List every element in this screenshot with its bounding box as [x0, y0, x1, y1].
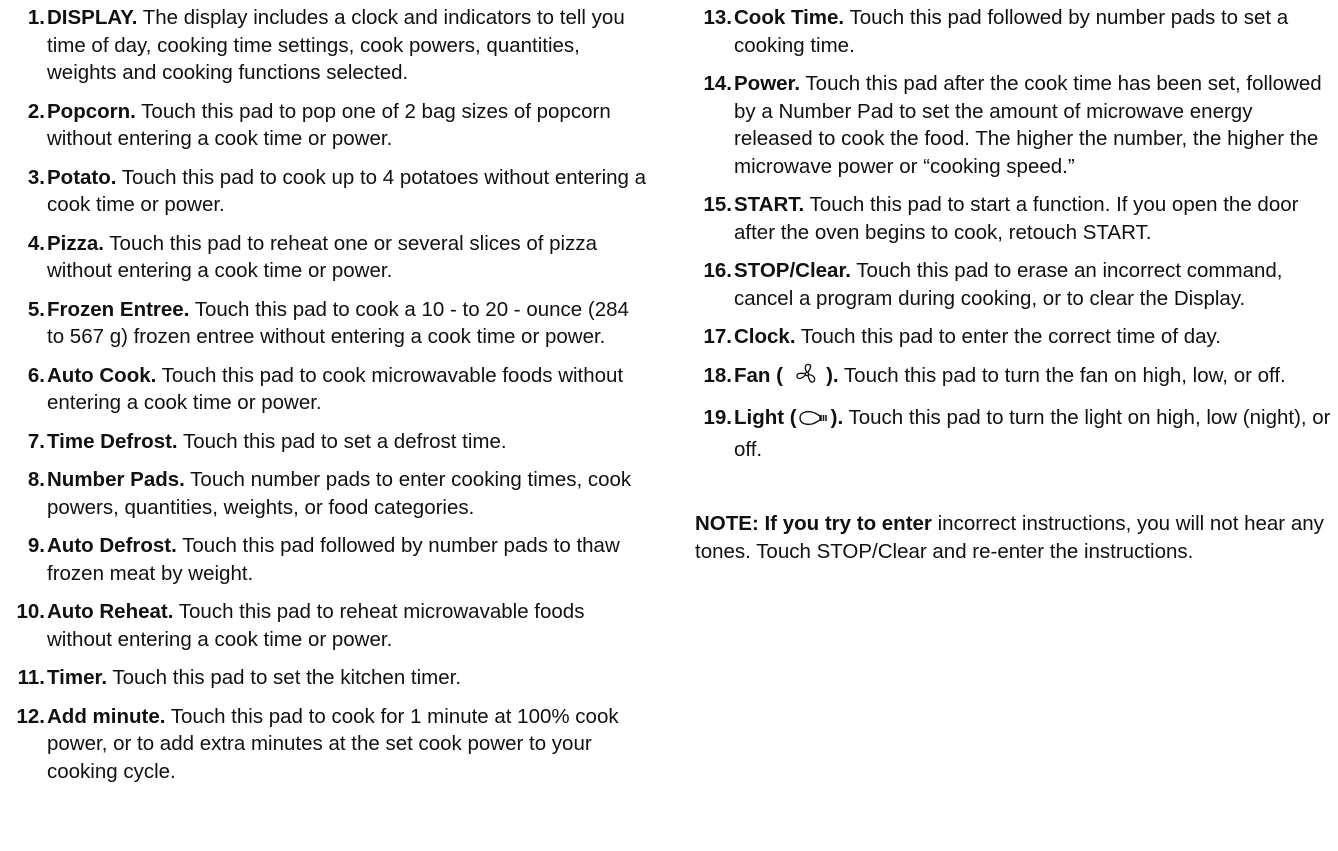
- item-title-light: Light ( ).: [734, 406, 843, 429]
- item-text: Touch this pad to enter the correct time of day.: [795, 325, 1221, 348]
- list-item: [8, 296, 648, 351]
- right-item-list: [695, 4, 1335, 351]
- list-item: [8, 164, 648, 219]
- item-title: STOP/Clear.: [734, 259, 851, 282]
- item-number: 15.: [703, 193, 732, 216]
- right-column: [695, 4, 1335, 565]
- item-title: Potato.: [47, 165, 117, 189]
- item-number: 16.: [703, 259, 732, 282]
- item-number: 13.: [703, 6, 732, 29]
- item-number: 6.: [27, 363, 45, 387]
- list-item-light: [695, 404, 1335, 463]
- list-item: [8, 4, 648, 87]
- list-item: [8, 664, 648, 692]
- item-text: Touch this pad to pop one of 2 bag sizes of popcorn without entering a cook time or power.: [47, 99, 611, 150]
- list-item: [695, 323, 1335, 351]
- item-text: The display includes a clock and indicators to tell you time of day, cooking time settings, cook powers, quantities, weights and cooking functions selected.: [47, 6, 625, 84]
- item-number: 19.: [703, 406, 732, 429]
- item-text: Touch this pad to start a function. If you open the door after the oven begins to cook, retouch START.: [734, 193, 1299, 244]
- item-number: 2.: [27, 99, 45, 123]
- fan-icon: [794, 362, 820, 394]
- item-title: Add minute.: [47, 704, 166, 728]
- item-title: Auto Defrost.: [47, 534, 177, 557]
- item-title: START.: [734, 193, 805, 216]
- item-text: Touch this pad to erase an incorrect command, cancel a program during cooking, or to clear the Display.: [734, 259, 1283, 310]
- item-number: 11.: [17, 666, 45, 689]
- item-title: Timer.: [47, 666, 108, 689]
- list-item: [695, 257, 1335, 312]
- item-title: Clock.: [734, 325, 796, 348]
- item-text: Touch this pad followed by number pads to thaw frozen meat by weight.: [47, 534, 620, 585]
- item-text: Touch this pad to set a defrost time.: [177, 429, 507, 453]
- item-text: Touch this pad to reheat microwavable foods without entering a cook time or power.: [47, 600, 585, 651]
- list-item: [8, 362, 648, 417]
- item-number: 7.: [27, 429, 45, 453]
- item-number: 4.: [27, 231, 45, 255]
- item-title: Auto Cook.: [47, 363, 157, 387]
- list-item: [8, 466, 648, 521]
- item-text: Touch this pad to set the kitchen timer.: [107, 666, 462, 689]
- list-item-fan: [695, 362, 1335, 394]
- list-item: [8, 98, 648, 153]
- item-number: 10.: [16, 600, 45, 623]
- list-item: [695, 4, 1335, 59]
- item-number: 9.: [27, 534, 45, 557]
- item-title: Pizza.: [47, 231, 104, 255]
- list-item: [695, 70, 1335, 180]
- item-text: Touch this pad to cook microwavable foods without entering a cook time or power.: [47, 363, 624, 414]
- list-item: [8, 598, 648, 653]
- item-number: 5.: [27, 297, 45, 321]
- item-number: 8.: [27, 468, 45, 491]
- item-number: 1.: [27, 6, 45, 29]
- item-title: Frozen Entree.: [47, 297, 190, 321]
- item-number: 14.: [703, 72, 732, 95]
- item-text: Touch this pad to turn the fan on high, low, or off.: [838, 363, 1286, 387]
- item-number: 3.: [27, 165, 45, 189]
- item-title: Cook Time.: [734, 6, 845, 29]
- item-text: Touch number pads to enter cooking times, cook powers, quantities, weights, or food categories.: [47, 468, 632, 519]
- item-text: Touch this pad to reheat one or several slices of pizza without entering a cook time or power.: [47, 231, 598, 282]
- item-text: Touch this pad to turn the light on high, low (night), or off.: [734, 406, 1331, 461]
- note-label: NOTE:: [695, 512, 759, 535]
- item-title: DISPLAY.: [47, 6, 138, 29]
- note-paragraph: [695, 510, 1330, 565]
- item-number: 18.: [703, 363, 732, 387]
- list-item: [8, 532, 648, 587]
- left-column: [8, 4, 648, 796]
- item-text: Touch this pad to cook for 1 minute at 100% cook power, or to add extra minutes at the set cook power to your cooking cycle.: [47, 704, 619, 783]
- item-title: Number Pads.: [47, 468, 185, 491]
- item-number: 17.: [703, 325, 732, 348]
- item-title: Popcorn.: [47, 99, 136, 123]
- item-title: Auto Reheat.: [47, 600, 174, 623]
- item-title: Time Defrost.: [47, 429, 178, 453]
- item-title-fan: Fan ( ).: [734, 364, 839, 387]
- item-text: Touch this pad to cook up to 4 potatoes without entering a cook time or power.: [47, 165, 647, 216]
- item-text: Touch this pad after the cook time has been set, followed by a Number Pad to set the amount of microwave energy released to cook the food. The higher the number, the higher the microwave power or “cooking speed.”: [734, 72, 1322, 178]
- item-text: Touch this pad followed by number pads to set a cooking time.: [734, 6, 1289, 57]
- list-item: [8, 703, 648, 786]
- item-number: 12.: [16, 704, 45, 728]
- note-bold-lead: If you try to enter: [758, 512, 932, 535]
- note-text: incorrect instructions, you will not hear any tones. Touch STOP/Clear and re-enter the instructions.: [695, 512, 1324, 563]
- item-title: Power.: [734, 72, 801, 95]
- list-item: [695, 191, 1335, 246]
- item-text: Touch this pad to cook a 10 - to 20 - ounce (284 to 567 g) frozen entree without entering a cook time or power.: [47, 297, 629, 348]
- light-bulb-icon: [797, 408, 831, 436]
- list-item: [8, 428, 648, 456]
- list-item: [8, 230, 648, 285]
